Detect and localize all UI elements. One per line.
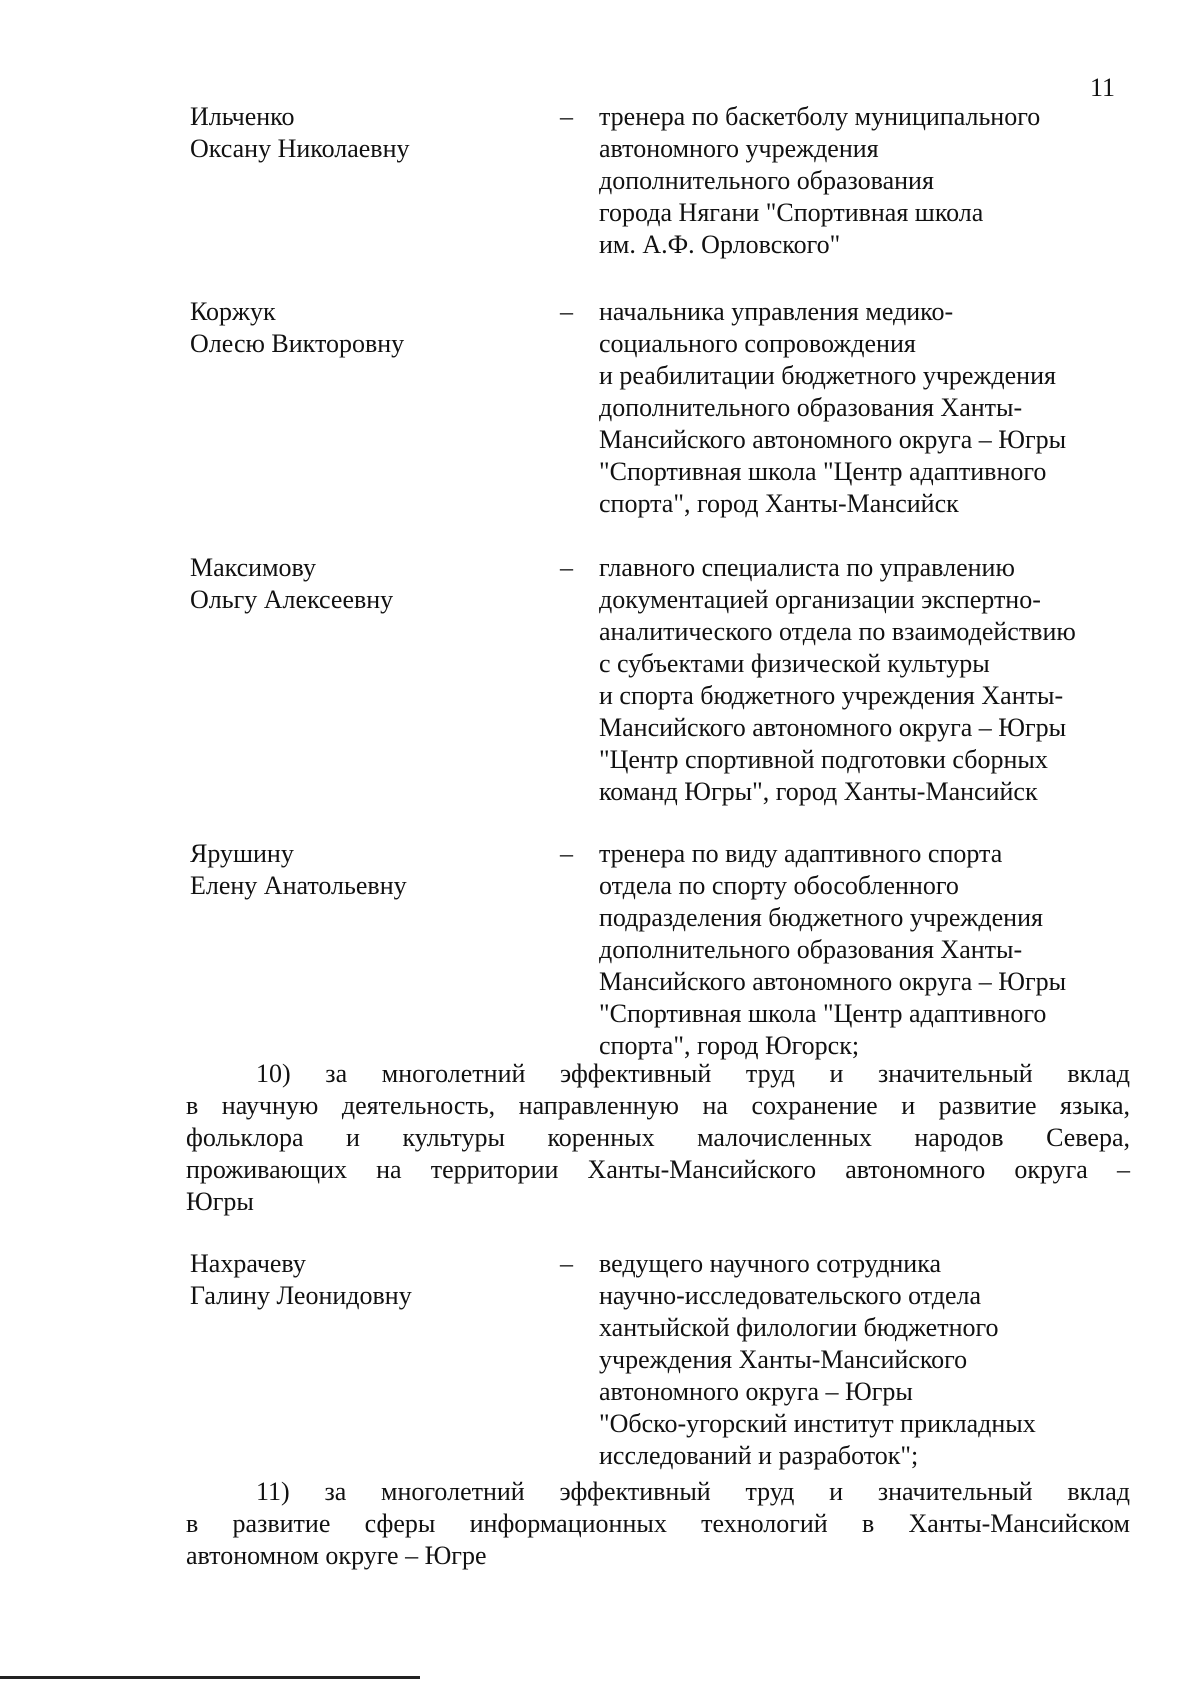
entry-dash: – xyxy=(560,1249,573,1278)
description-line: документацией организации экспертно- xyxy=(599,585,1041,614)
person-surname: Коржук xyxy=(190,297,276,326)
position-description xyxy=(599,1248,1129,1472)
description-line: и спорта бюджетного учреждения Ханты- xyxy=(599,681,1064,710)
description-line: Мансийского автономного округа – Югры xyxy=(599,713,1067,742)
description-line: спорта", город Ханты-Мансийск xyxy=(599,489,959,518)
paragraph-11 xyxy=(186,1476,1130,1572)
description-line: аналитического отдела по взаимодействию xyxy=(599,617,1076,646)
description-line: хантыйской филологии бюджетного xyxy=(599,1313,999,1342)
person-given-names: Оксану Николаевну xyxy=(190,134,410,163)
paragraph-line: автономном округе – Югре xyxy=(186,1541,487,1570)
description-line: "Спортивная школа "Центр адаптивного xyxy=(599,999,1047,1028)
description-line: главного специалиста по управлению xyxy=(599,553,1015,582)
position-description xyxy=(599,296,1129,520)
description-line: подразделения бюджетного учреждения xyxy=(599,903,1043,932)
position-description xyxy=(599,552,1129,808)
person-surname: Ильченко xyxy=(190,102,295,131)
description-line: "Центр спортивной подготовки сборных xyxy=(599,745,1048,774)
description-line: начальника управления медико- xyxy=(599,297,954,326)
paragraph-line: 10) за многолетний эффективный труд и значительный вклад xyxy=(256,1059,1130,1088)
description-line: автономного округа – Югры xyxy=(599,1377,913,1406)
footer-rule xyxy=(0,1676,420,1679)
description-line: "Спортивная школа "Центр адаптивного xyxy=(599,457,1047,486)
person-given-names: Елену Анатольевну xyxy=(190,871,407,900)
description-line: автономного учреждения xyxy=(599,134,879,163)
person-given-names: Галину Леонидовну xyxy=(190,1281,412,1310)
description-line: города Нягани "Спортивная школа xyxy=(599,198,984,227)
person-name xyxy=(190,296,520,360)
entry-dash: – xyxy=(560,839,573,868)
description-line: учреждения Ханты-Мансийского xyxy=(599,1345,968,1374)
person-surname: Нахрачеву xyxy=(190,1249,306,1278)
entry-dash: – xyxy=(560,102,573,131)
paragraph-line: проживающих на территории Ханты-Мансийского автономного округа – xyxy=(186,1155,1130,1184)
description-line: ведущего научного сотрудника xyxy=(599,1249,941,1278)
person-name xyxy=(190,1248,520,1312)
position-description xyxy=(599,838,1129,1062)
page-number: 11 xyxy=(1090,73,1116,102)
person-surname: Ярушину xyxy=(190,839,294,868)
entry-dash: – xyxy=(560,297,573,326)
description-line: и реабилитации бюджетного учреждения xyxy=(599,361,1056,390)
person-given-names: Ольгу Алексеевну xyxy=(190,585,394,614)
paragraph-line: фольклора и культуры коренных малочисленных народов Севера, xyxy=(186,1123,1130,1152)
description-line: Мансийского автономного округа – Югры xyxy=(599,425,1067,454)
description-line: им. А.Ф. Орловского" xyxy=(599,230,841,259)
paragraph-10 xyxy=(186,1058,1130,1218)
description-line: исследований и разработок"; xyxy=(599,1441,919,1470)
person-name xyxy=(190,101,520,165)
person-name xyxy=(190,552,520,616)
paragraph-line: Югры xyxy=(186,1187,254,1216)
description-line: научно-исследовательского отдела xyxy=(599,1281,982,1310)
description-line: дополнительного образования xyxy=(599,166,934,195)
entry-dash: – xyxy=(560,553,573,582)
description-line: социального сопровождения xyxy=(599,329,916,358)
paragraph-line: в научную деятельность, направленную на сохранение и развитие языка, xyxy=(186,1091,1130,1120)
description-line: дополнительного образования Ханты- xyxy=(599,393,1023,422)
person-name xyxy=(190,838,520,902)
description-line: тренера по баскетболу муниципального xyxy=(599,102,1041,131)
paragraph-line: в развитие сферы информационных технологий в Ханты-Мансийском xyxy=(186,1509,1130,1538)
description-line: тренера по виду адаптивного спорта xyxy=(599,839,1003,868)
person-surname: Максимову xyxy=(190,553,316,582)
description-line: спорта", город Югорск; xyxy=(599,1031,860,1060)
paragraph-line: 11) за многолетний эффективный труд и значительный вклад xyxy=(256,1477,1130,1506)
description-line: Мансийского автономного округа – Югры xyxy=(599,967,1067,996)
position-description xyxy=(599,101,1129,261)
description-line: отдела по спорту обособленного xyxy=(599,871,959,900)
description-line: команд Югры", город Ханты-Мансийск xyxy=(599,777,1038,806)
person-given-names: Олесю Викторовну xyxy=(190,329,405,358)
description-line: с субъектами физической культуры xyxy=(599,649,990,678)
description-line: "Обско-угорский институт прикладных xyxy=(599,1409,1036,1438)
description-line: дополнительного образования Ханты- xyxy=(599,935,1023,964)
